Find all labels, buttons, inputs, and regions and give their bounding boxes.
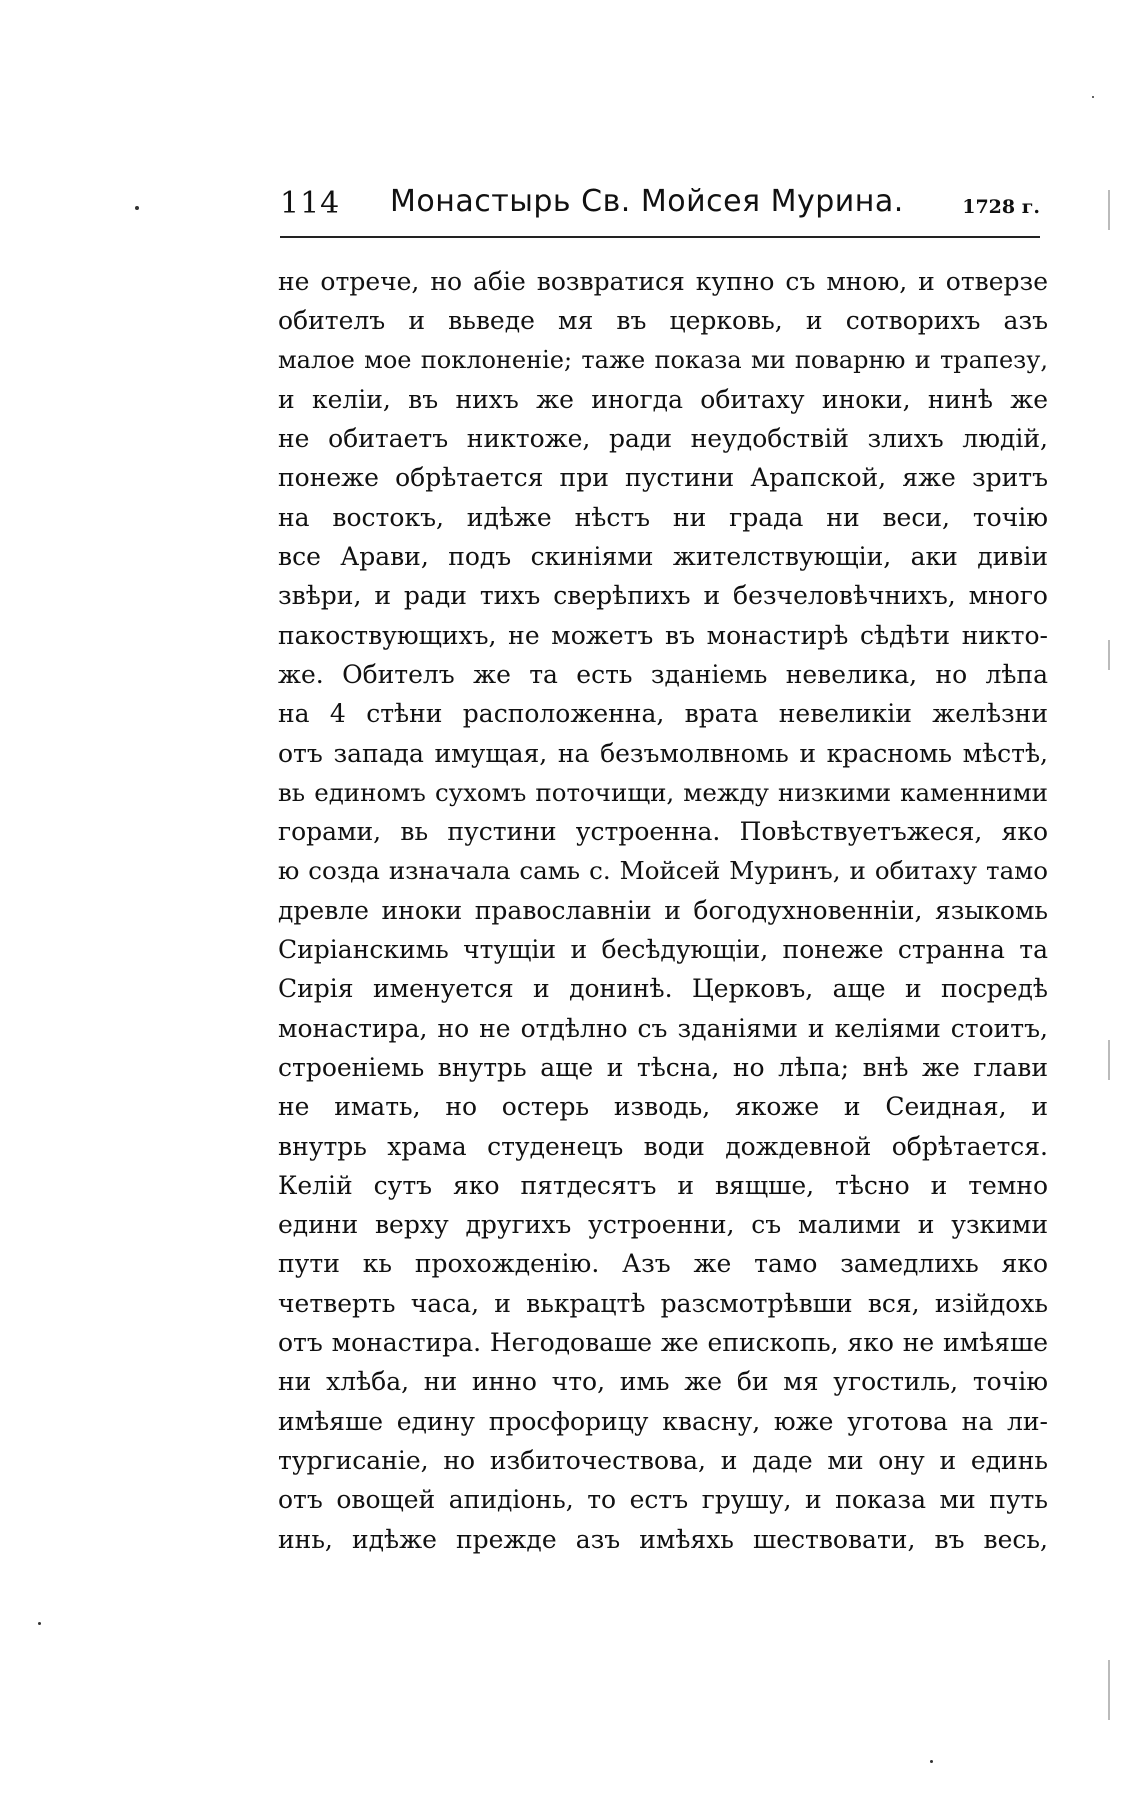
year-marker: 1728 г.	[962, 196, 1040, 218]
body-text	[278, 262, 1048, 1559]
text-line: ни хлѣба, ни инно что, имь же би мя угостиль, точію	[278, 1367, 1048, 1397]
scan-speck	[135, 206, 139, 210]
text-line: малое мое поклоненіе; таже показа ми поварню и трапезу,	[278, 345, 1048, 374]
text-line: имѣяше едину просфорицу квасну, юже уготова на ли-	[278, 1406, 1048, 1436]
text-line: не обитаетъ никтоже, ради неудобствій злихъ людій,	[278, 424, 1048, 454]
text-line: и келіи, въ нихъ же иногда обитаху иноки, нинѣ же	[278, 384, 1048, 414]
text-line: понеже обрѣтается при пустини Арапской, яже зритъ	[278, 463, 1048, 493]
scan-edge-mark	[1108, 190, 1110, 230]
scan-speck	[930, 1760, 933, 1763]
text-line: же. Обителъ же та есть зданіемь невелика, но лѣпа	[278, 659, 1048, 689]
scan-speck	[38, 1622, 41, 1625]
header-rule	[280, 236, 1040, 238]
scan-edge-mark	[1108, 1660, 1110, 1720]
scan-edge-mark	[1108, 1040, 1110, 1080]
text-line: отъ монастира. Негодоваше же епископь, яко не имѣяше	[278, 1328, 1048, 1358]
text-line: пути кь прохожденію. Азъ же тамо замедлихь яко	[278, 1249, 1048, 1279]
text-line: обителъ и вьведе мя въ церковь, и сотворихъ азъ	[278, 306, 1048, 336]
text-line: инь, идѣже прежде азъ имѣяхь шествовати, въ весь,	[278, 1524, 1048, 1554]
text-line: отъ запада имущая, на безъмолвномь и красномь мѣстѣ,	[278, 738, 1048, 768]
text-line: Сиріанскимь чтущіи и бесѣдующіи, понеже странна та	[278, 935, 1048, 965]
text-line: пакоствующихъ, не можетъ въ монастирѣ сѣдѣти никто-	[278, 620, 1048, 650]
text-line: звѣри, и ради тихъ сверѣпихъ и безчеловѣчнихъ, много	[278, 581, 1048, 611]
text-line: не имать, но остерь изводь, якоже и Сеидная, и	[278, 1092, 1048, 1122]
text-line: отъ овощей апидіонь, то естъ грушу, и показа ми путь	[278, 1485, 1048, 1515]
text-line: древле иноки православніи и богодухновенніи, языкомь	[278, 895, 1048, 925]
running-header	[280, 186, 1040, 230]
text-line: все Арави, подъ скиніями жителствующіи, аки дивіи	[278, 542, 1048, 572]
scan-speck	[1092, 96, 1094, 98]
text-line: горами, вь пустини устроенна. Повѣствуетъжеся, яко	[278, 817, 1048, 847]
text-line: внутрь храма студенецъ води дождевной обрѣтается.	[278, 1131, 1048, 1161]
text-line: на 4 стѣни расположенна, врата невеликіи желѣзни	[278, 699, 1048, 729]
text-line: тургисаніе, но избиточествова, и даде ми ону и единь	[278, 1445, 1048, 1475]
page-number: 114	[280, 186, 341, 221]
text-line: Келій сутъ яко пятдесятъ и вящше, тѣсно и темно	[278, 1170, 1048, 1200]
text-line: не отрече, но абіе возвратися купно съ мною, и отверзе	[278, 267, 1048, 296]
text-line: строеніемь внутрь аще и тѣсна, но лѣпа; внѣ же глави	[278, 1052, 1048, 1082]
scan-edge-mark	[1108, 640, 1110, 670]
text-line: Сирія именуется и донинѣ. Церковъ, аще и посредѣ	[278, 974, 1048, 1004]
text-line: четверть часа, и вькрацтѣ разсмотрѣвши вся, изійдохь	[278, 1288, 1048, 1318]
running-title: Монастырь Св. Мойсея Мурина.	[390, 184, 904, 219]
text-line: ю созда изначала самь с. Мойсей Муринъ, и обитаху тамо	[278, 856, 1048, 886]
text-line: вь единомъ сухомъ поточищи, между низкими каменними	[278, 777, 1048, 807]
text-line: монастира, но не отдѣлно съ зданіями и келіями стоитъ,	[278, 1013, 1048, 1043]
text-line: едини верху другихъ устроенни, съ малими и узкими	[278, 1210, 1048, 1240]
text-line: на востокъ, идѣже нѣстъ ни града ни веси, точію	[278, 502, 1048, 532]
